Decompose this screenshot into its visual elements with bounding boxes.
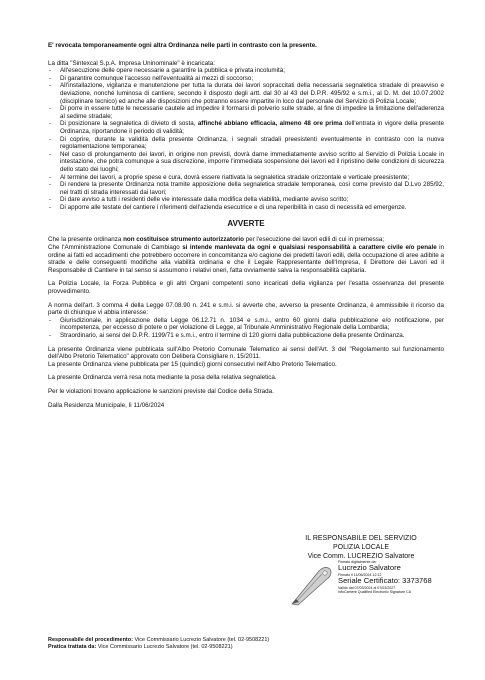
obligation-item: - Di porre in essere tutte le necessarie cautele ad impedire il formarsi di polverio sulle strade, al fine di impedire la limitazione dell'aderenza al sedime stradale; (48, 105, 444, 120)
date-line: Dalla Residenza Municipale, lì 11/06/2024 (48, 401, 165, 409)
albo-duration: La presente Ordinanza viene pubblicata per 15 (quindici) giorni consecutivi nell'Albo Pretorio Telematico. (48, 360, 337, 368)
text-span: per l'esecuzione dei lavori edili di cui in premessa; (243, 236, 385, 244)
posa-paragraph: La presente Ordinanza verrà resa nota mediante la posa della relativa segnaletica. (48, 374, 277, 382)
sanctions-paragraph: Per le violazioni trovano applicazione le sanzioni previste dal Codice della Strada. (48, 387, 274, 395)
vigilance-paragraph: La Polizia Locale, la Forza Pubblica e gli altri Organi competenti sono incaricati della vigilanza per l'esatta osservanza del presente provvedimento. (48, 280, 444, 296)
footer-label: Responsabile del procedimento: (48, 637, 133, 643)
procedure-responsible (48, 637, 269, 644)
handled-by (48, 644, 269, 651)
text-span: Che la presente ordinanza (48, 236, 124, 244)
footer-value: Vice Commissario Lucrezio Salvatore (tel. 02-9508221) (96, 644, 233, 650)
albo-paragraph: La presente Ordinanza viene pubblicata sull'Albo Pretorio Comunale Telematico ai sensi dell'Art. 3 del "Regolamento sul funzionamento dell'Albo Pretorio Telematico" approvato con Delibera Consigliare n. 15/2011. (48, 345, 444, 361)
digital-signature-stamp (289, 560, 449, 610)
signature-signer: Vice Comm. LUCREZIO Salvatore (307, 552, 415, 560)
signature-block (276, 535, 446, 561)
obligation-item: - Di apporre alle testate del cantiere i riferimenti dell'azienda esecutrice e di una reperibilità in caso di necessità ed emergenze. (48, 204, 444, 212)
obligation-item: - Di garantire comunque l'accesso nell'eventualità ai mezzi di soccorso; (48, 75, 444, 83)
appeal-item: - Straordinario, ai sensi del D.P.R. 1199/71 e s.m.i., entro il termine di 120 giorni dalla pubblicazione della presente Ordinanza. (48, 332, 444, 340)
footer-value: Vice Commissario Lucrezio Salvatore (tel. 02-9508221) (132, 637, 270, 643)
obligation-item: - Nel caso di prolungamento dei lavori, in origine non previsti, dovrà darne immediatamente avviso scritto al Servizio di Polizia Locale in intestazione, che potrà comunque a sua discrezione, imporre l'immediata sospensione dei lavori ed il ripristino delle condizioni di sicurezza dello stato dei luoghi; (48, 151, 444, 174)
obligation-item: - Di coprire, durante la validità della presente Ordinanza, i segnali stradali preesistenti eventualmente in contrasto con la nuova regolamentazione temporanea; (48, 136, 444, 151)
emphasis: non costituisce strumento autorizzatorio (123, 236, 244, 244)
appeal-intro: A norma dell'art. 3 comma 4 della Legge 07.08.90 n. 241 e s.m.i. si avverte che, avverso la presente Ordinanza, è ammissibile il ricorso da parte di chiunque vi abbia interesse: (48, 301, 444, 317)
pen-nib-icon (289, 563, 333, 607)
obligation-item: - All'installazione, vigilanza e manutenzione per tutta la durata dei lavori sopraccitati della necessaria segnaletica stradale di preavviso e deviazione, nonché luminosa di cantiere, secondo il disposto degli artt. dal 30 al 43 del D.P.R. 495/92 e s.m.i., al D. M. del 10.07.2002 (disciplinare tecnico) ed anche alle disposizioni che potranno essere impartite in loco dal personale del Servizio di Polizia Locale; (48, 82, 444, 105)
certificate-issuer: InfoCamere Qualified Electronic Signature CA (338, 589, 412, 594)
signer-name: Lucrezio Salvatore (338, 563, 401, 573)
certificate-serial: Seriale Certificato: 3373768 (338, 576, 432, 586)
appeal-item: - Giurisdizionale, in applicazione della Legge 06.12.71 n. 1034 e s.m.i., entro 60 giorni dalla pubblicazione e/o notificazione, per incompetenza, per eccesso di potere o per violazione di Legge, al Tribunale Amministrativo Regionale della Lombardia; (48, 317, 444, 332)
avverte-paragraph-1 (48, 236, 444, 244)
obligation-item: - Di dare avviso a tutti i residenti delle vie interessate dalla modifica della viabilità, mediante avviso scritto; (48, 196, 444, 204)
signed-by-label: Firmato digitalmente da: (338, 560, 377, 564)
certificate-validity: Valido dal 07/03/2024 al 07/03/2027 (338, 585, 396, 590)
signature-title: IL RESPONSABILE DEL SERVIZIO (305, 535, 417, 542)
obligation-text: Di posizionare la segnaletica di divieto di sosta, (60, 120, 198, 128)
text-span: Che l'Amministrazione Comunale di Cambiago (48, 244, 183, 252)
signature-details (338, 560, 450, 594)
avverte-paragraph-2 (48, 244, 444, 274)
emphasis: si intende manlevata da ogni e qualsiasi responsabilità a carattere civile e/o penale (182, 244, 437, 252)
appeal-list (48, 317, 444, 340)
avverte-heading: AVVERTE (227, 219, 265, 229)
signature-office: POLIZIA LOCALE (332, 543, 390, 551)
text-span: in ordine ai fatti ed accadimenti che potrebbero occorrere in concomitanza e/o cagione dei predetti lavori edili, della occupazione di aree adibite a strade e delle conseguenti modifiche alla viabilità ordinaria e che il Legale Rappresentante dell'Impresa, il Direttore dei Lavori ed il Responsabile di Cantiere in tal senso si assumono i relativi oneri, fatta ovviamente salva la responsabilità capitaria. (48, 244, 445, 274)
page-footer (48, 637, 269, 651)
signed-date: Firmato il 11/06/2024 12:12 (338, 572, 382, 577)
obligation-emphasis: affinché abbiano efficacia, almeno 48 ore prima (197, 120, 343, 128)
revocation-statement: E' revocata temporaneamente ogni altra Ordinanza nelle parti in contrasto con la presente. (48, 42, 317, 49)
ordinance-body (48, 42, 444, 409)
obligations-list (48, 67, 444, 211)
obligation-text: dell'entrata in vigore della presente Ordinanza, riportandone il periodo di validità; (60, 120, 444, 135)
footer-label: Pratica trattata da: (48, 644, 97, 650)
obligation-item: - Di rendere la presente Ordinanza nota tramite apposizione della segnaletica stradale temporanea, così come previsto dal D.Lvo 285/92, nei tratti di strada interessati dai lavori; (48, 181, 444, 196)
company-assignment: La ditta "Sintexcal S.p.A. Impresa Uninominale" è incaricata: (48, 59, 216, 67)
obligation-item: - Al termine dei lavori, a proprie spese e cura, dovrà essere riattivata la segnaletica stradale orizzontale e verticale preesistente; (48, 174, 444, 182)
obligation-item: - All'esecuzione delle opere necessarie a garantire la pubblica e privata incolumità; (48, 67, 444, 75)
obligation-item (48, 120, 444, 135)
